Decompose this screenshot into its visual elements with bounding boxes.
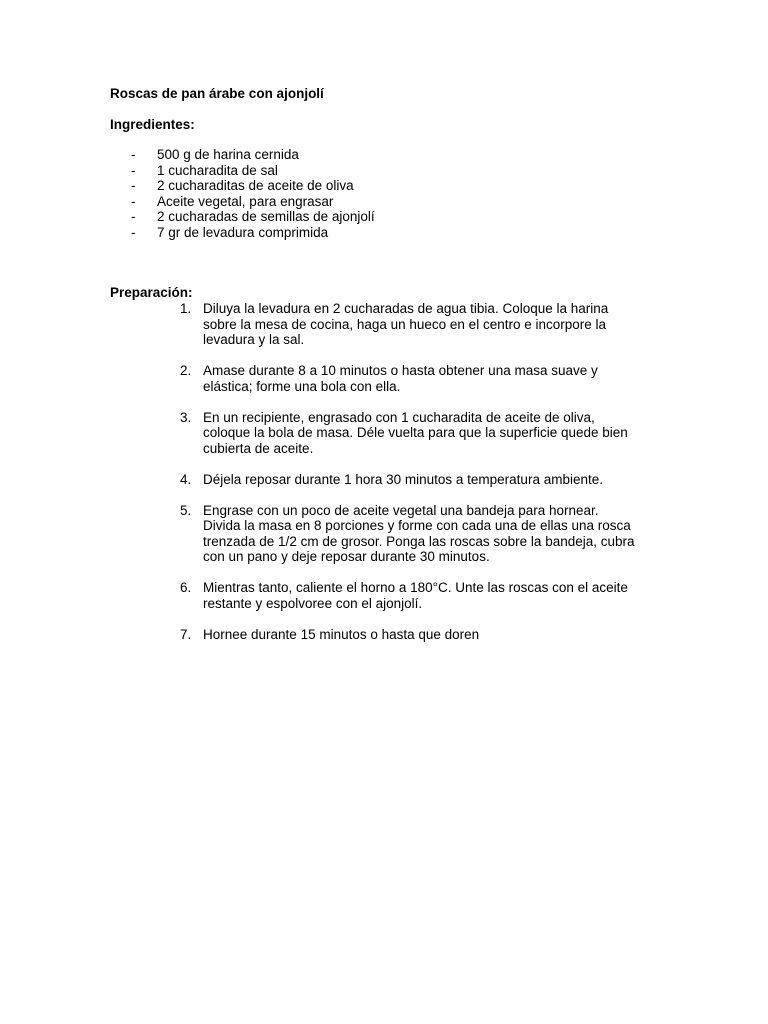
step-text-line: levadura y la sal. — [203, 332, 305, 347]
ingredient-bullet: - — [131, 162, 136, 178]
preparation-step — [170, 627, 670, 643]
step-text-line: Mientras tanto, caliente el horno a 180°C. Unte las roscas con el aceite — [203, 580, 628, 595]
ingredients-heading: Ingredientes: — [110, 117, 195, 132]
ingredient-text: 1 cucharadita de sal — [157, 162, 278, 178]
preparation-step — [170, 363, 670, 394]
ingredient-bullet: - — [131, 147, 136, 162]
step-text-line: Diluya la levadura en 2 cucharadas de agua tibia. Coloque la harina — [203, 301, 609, 316]
ingredient-bullet: - — [131, 209, 136, 224]
step-number: 4. — [180, 471, 192, 487]
step-text-line: Engrase con un poco de aceite vegetal una bandeja para hornear. — [203, 502, 599, 518]
step-text-line: Hornee durante 15 minutos o hasta que doren — [203, 626, 480, 642]
step-text-line: coloque la bola de masa. Déle vuelta para que la superficie quede bien — [203, 425, 628, 440]
step-text-line: En un recipiente, engrasado con 1 cucharadita de aceite de oliva, — [203, 409, 595, 425]
step-text-line: cubierta de aceite. — [203, 440, 314, 456]
step-text-line: elástica; forme una bola con ella. — [203, 378, 401, 394]
ingredient-text: 7 gr de levadura comprimida — [157, 224, 329, 240]
preparation-heading: Preparación: — [110, 285, 193, 300]
step-text-line: trenzada de 1/2 cm de grosor. Ponga las roscas sobre la bandeja, cubra — [203, 533, 635, 549]
preparation-step — [170, 410, 670, 457]
recipe-title: Roscas de pan árabe con ajonjolí — [110, 86, 324, 101]
preparation-step — [170, 301, 670, 348]
step-number: 7. — [180, 626, 192, 642]
ingredient-text: 2 cucharadas de semillas de ajonjolí — [157, 209, 375, 224]
step-number: 5. — [180, 502, 192, 518]
step-text-line: sobre la mesa de cocina, haga un hueco en el centro e incorpore la — [203, 316, 607, 332]
preparation-step — [170, 580, 670, 611]
ingredient-text: 2 cucharaditas de aceite de oliva — [157, 178, 354, 193]
ingredient-bullet: - — [131, 224, 136, 240]
step-number: 2. — [180, 363, 192, 378]
preparation-step — [170, 503, 670, 565]
step-number: 6. — [180, 580, 192, 595]
step-text-line: Amase durante 8 a 10 minutos o hasta obtener una masa suave y — [203, 363, 598, 378]
ingredient-bullet: - — [131, 178, 136, 193]
step-text-line: Divida la masa en 8 porciones y forme con cada una de ellas una rosca — [203, 518, 631, 533]
ingredient-text: Aceite vegetal, para engrasar — [157, 193, 334, 209]
step-number: 1. — [180, 301, 192, 316]
ingredient-text: 500 g de harina cernida — [157, 147, 299, 162]
step-text-line: con un pano y deje reposar durante 30 minutos. — [203, 549, 490, 564]
preparation-steps — [170, 301, 670, 658]
ingredient-bullet: - — [131, 193, 136, 209]
preparation-step — [170, 472, 670, 488]
step-text-line: restante y espolvoree con el ajonjolí. — [203, 595, 423, 611]
step-text-line: Déjela reposar durante 1 hora 30 minutos a temperatura ambiente. — [203, 471, 603, 487]
step-number: 3. — [180, 409, 192, 425]
